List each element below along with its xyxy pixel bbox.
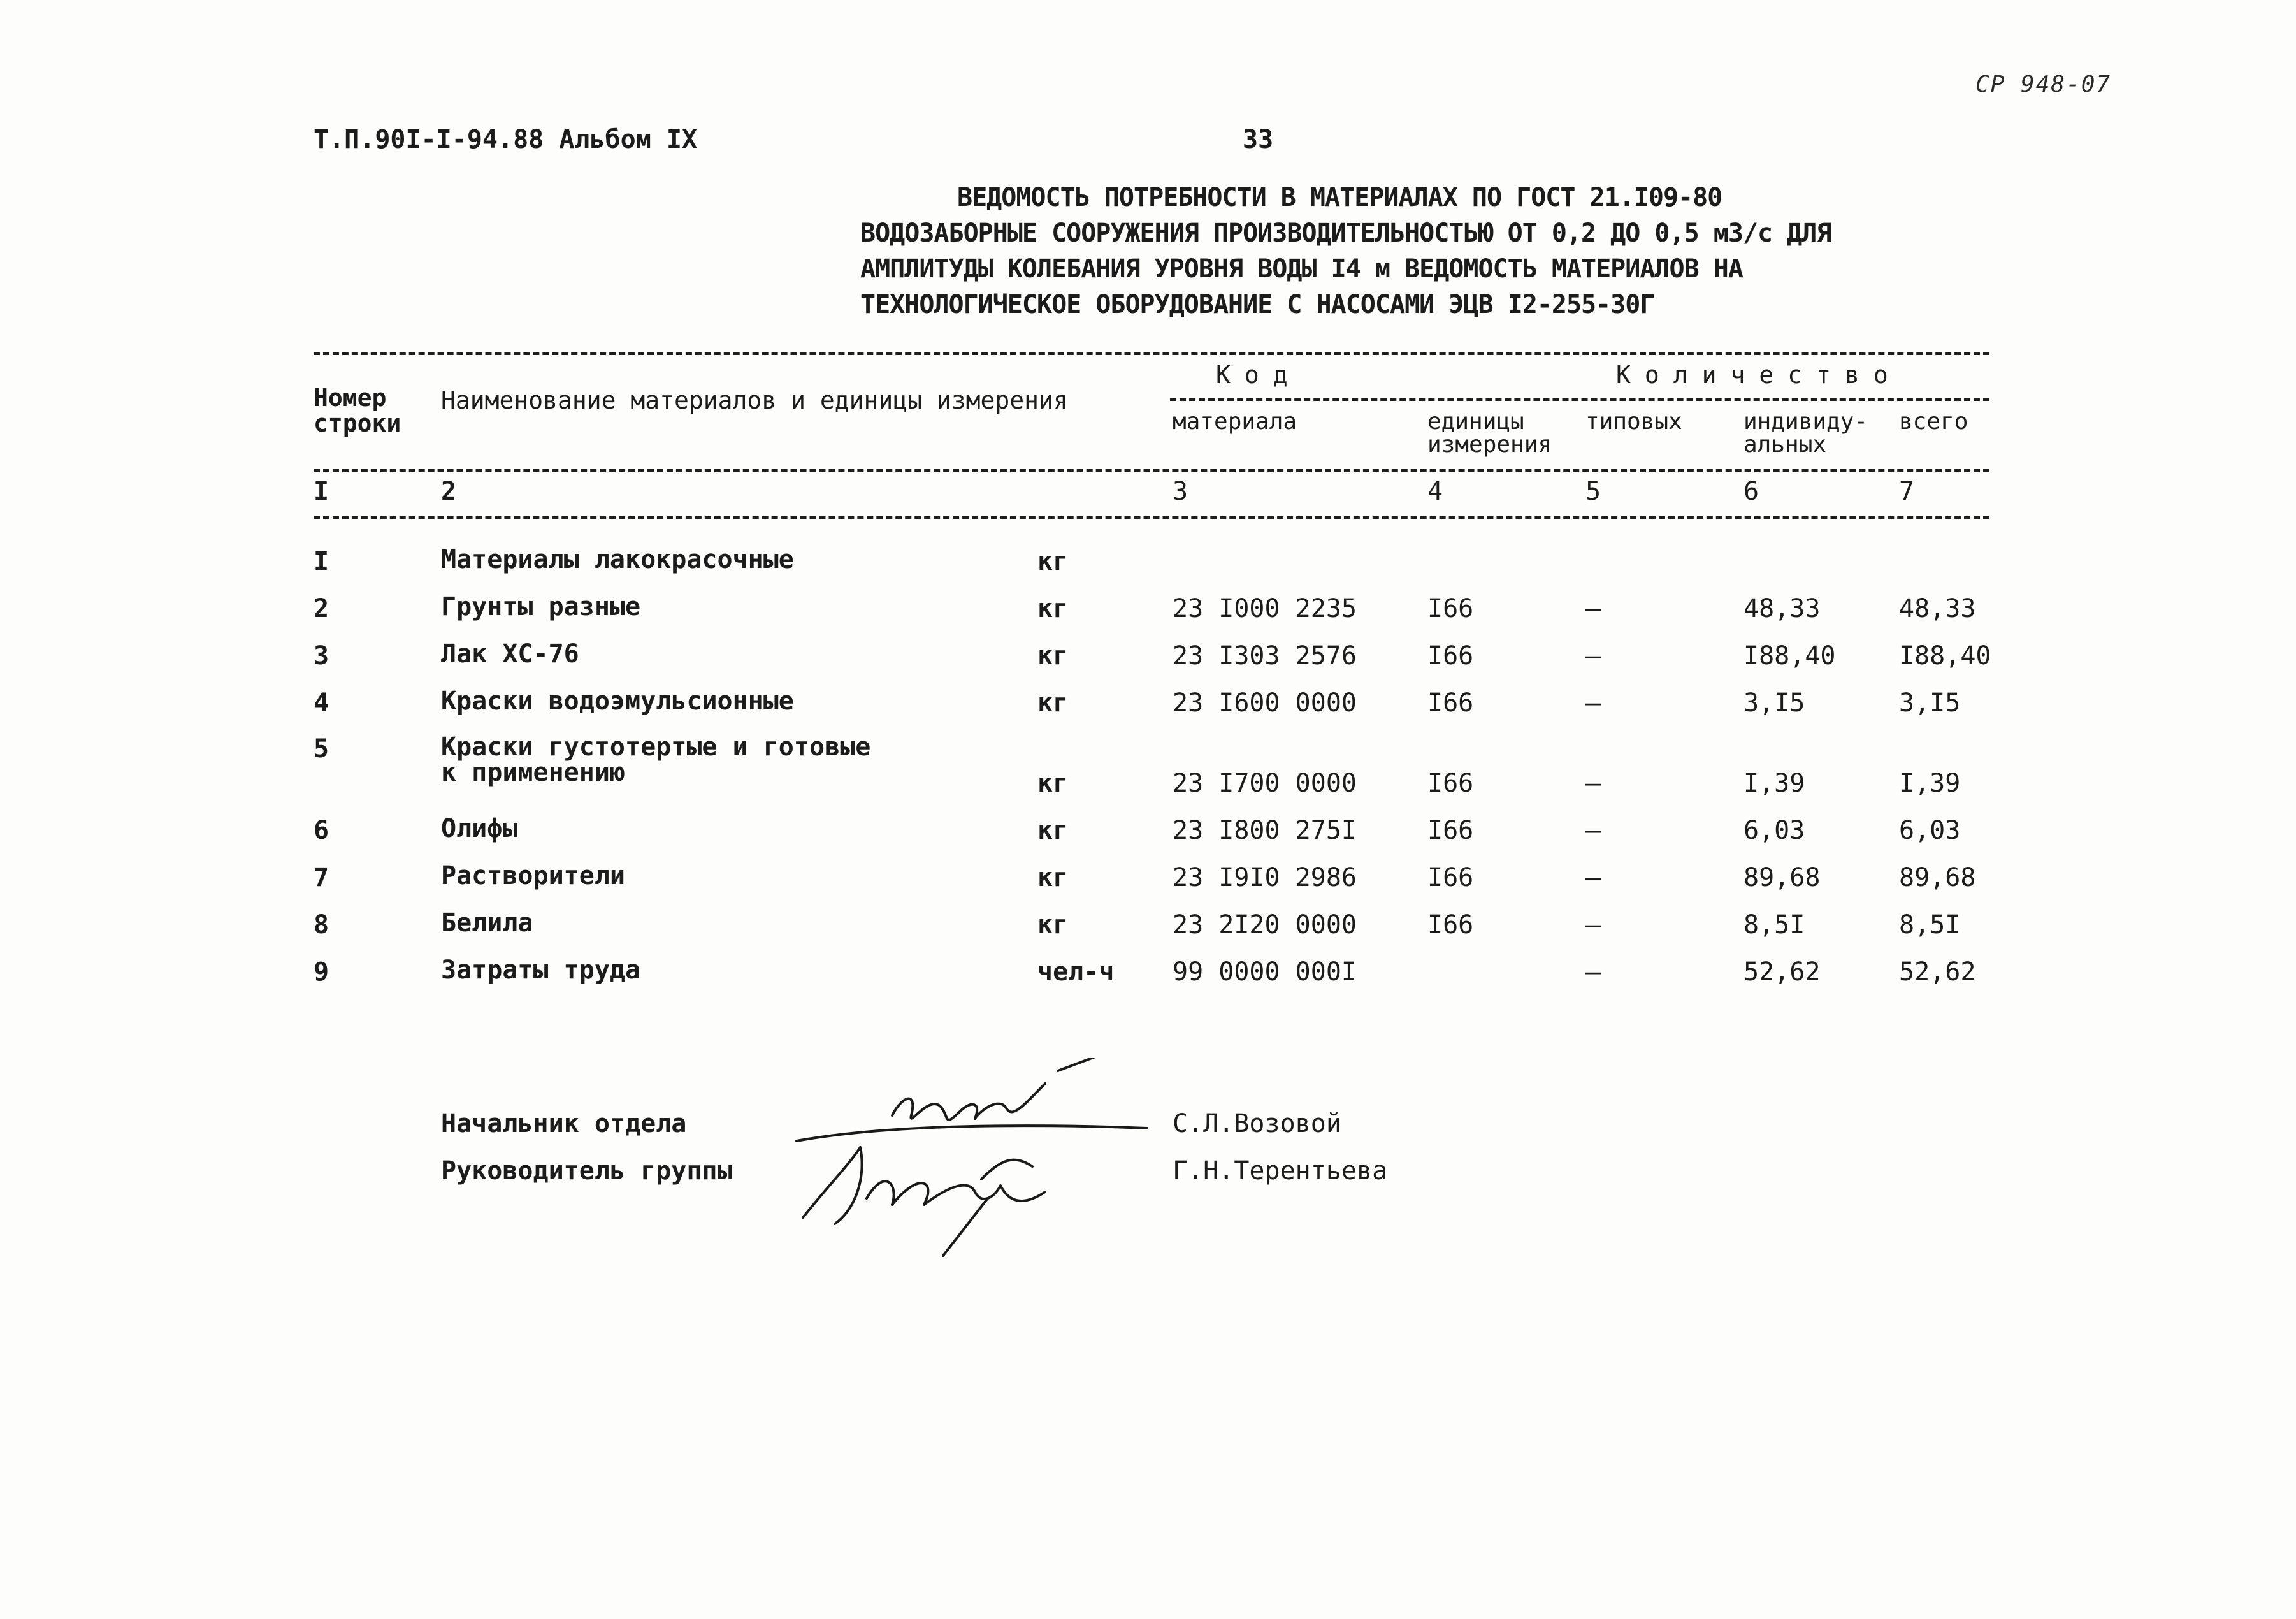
material-name: Краски водоэмульсионные — [441, 686, 794, 716]
unit-code: I66 — [1427, 816, 1474, 845]
material-code: 23 I700 0000 — [1173, 769, 1357, 798]
table-row — [0, 863, 2296, 901]
typical-quantity: – — [1585, 910, 1601, 940]
header-total: всего — [1899, 409, 1968, 435]
typical-quantity: – — [1585, 957, 1601, 987]
individual-quantity: 8,5I — [1744, 910, 1805, 940]
typical-quantity: – — [1585, 863, 1601, 892]
table-row — [0, 910, 2296, 948]
signature-role-group-leader: Руководитель группы — [441, 1156, 733, 1186]
total-quantity: 48,33 — [1899, 594, 1976, 623]
material-name: Краски густотертые и готовые — [441, 732, 871, 762]
typical-quantity: – — [1585, 641, 1601, 671]
column-number: 3 — [1173, 477, 1188, 506]
unit: кг — [1037, 816, 1069, 845]
material-name: Растворители — [441, 861, 625, 890]
header-quantity-group: Количество — [1616, 361, 1902, 389]
header-rule — [314, 469, 1989, 472]
material-code: 23 I800 275I — [1173, 816, 1357, 845]
archive-stamp: СР 948-07 — [1975, 71, 2112, 98]
material-code: 23 I9I0 2986 — [1173, 863, 1357, 892]
document-title — [860, 180, 1831, 323]
individual-quantity: I,39 — [1744, 769, 1805, 798]
signatory-name: Г.Н.Терентьева — [1173, 1156, 1388, 1186]
album-reference: Т.П.90I-I-94.88 Альбом IX — [314, 125, 698, 154]
title-line-1: ВЕДОМОСТЬ ПОТРЕБНОСТИ В МАТЕРИАЛАХ ПО ГОСТ 21.I09-80 — [957, 183, 1722, 212]
material-name: Материалы лакокрасочные — [441, 545, 794, 574]
total-quantity: 6,03 — [1899, 816, 1961, 845]
header-material-name: Наименование материалов и единицы измерения — [441, 386, 1068, 414]
unit: кг — [1037, 769, 1069, 798]
total-quantity: 52,62 — [1899, 957, 1976, 987]
material-name: Лак ХС-76 — [441, 639, 579, 669]
unit: чел-ч — [1037, 957, 1115, 987]
material-code: 99 0000 000I — [1173, 957, 1357, 987]
header-code-unit: единицы измерения — [1427, 409, 1552, 458]
table-row — [0, 816, 2296, 854]
column-number: 4 — [1427, 477, 1443, 506]
material-code: 23 I000 2235 — [1173, 594, 1357, 623]
handwritten-signature — [790, 1058, 1160, 1275]
total-quantity: 89,68 — [1899, 863, 1976, 892]
row-number: 5 — [314, 734, 329, 764]
unit: кг — [1037, 547, 1069, 576]
column-number: 6 — [1744, 477, 1759, 506]
individual-quantity: 89,68 — [1744, 863, 1821, 892]
row-number: 6 — [314, 816, 329, 845]
header-individual: индивиду- альных — [1744, 409, 1868, 458]
row-number: 4 — [314, 688, 329, 718]
material-name: Грунты разные — [441, 592, 641, 621]
row-number: I — [314, 547, 329, 576]
table-row — [0, 688, 2296, 727]
typical-quantity: – — [1585, 594, 1601, 623]
unit: кг — [1037, 910, 1069, 940]
column-number: 7 — [1899, 477, 1915, 506]
typical-quantity: – — [1585, 688, 1601, 718]
unit-code: I66 — [1427, 863, 1474, 892]
header-typical: типовых — [1585, 409, 1682, 435]
column-number: I — [314, 477, 329, 506]
title-line-3: АМПЛИТУДЫ КОЛЕБАНИЯ УРОВНЯ ВОДЫ I4 м ВЕДОМОСТЬ МАТЕРИАЛОВ НА — [860, 254, 1743, 284]
total-quantity: I88,40 — [1899, 641, 1991, 671]
title-line-4: ТЕХНОЛОГИЧЕСКОЕ ОБОРУДОВАНИЕ С НАСОСАМИ ЭЦВ I2-255-30Г — [860, 290, 1655, 319]
unit-code: I66 — [1427, 769, 1474, 798]
individual-quantity: 3,I5 — [1744, 688, 1805, 718]
material-code: 23 I600 0000 — [1173, 688, 1357, 718]
header-row-number: Номер строки — [314, 384, 401, 437]
column-numbers-rule — [314, 516, 1989, 519]
signatory-name: С.Л.Возовой — [1173, 1109, 1341, 1138]
individual-quantity: I88,40 — [1744, 641, 1836, 671]
table-row — [0, 734, 2296, 804]
table-row — [0, 547, 2296, 585]
signature-role-department-head: Начальник отдела — [441, 1109, 687, 1138]
unit: кг — [1037, 863, 1069, 892]
total-quantity: 3,I5 — [1899, 688, 1961, 718]
material-name: Затраты труда — [441, 955, 641, 985]
individual-quantity: 52,62 — [1744, 957, 1821, 987]
unit: кг — [1037, 641, 1069, 671]
column-number: 5 — [1585, 477, 1601, 506]
unit-code: I66 — [1427, 910, 1474, 940]
material-name-continued: к применению — [441, 758, 625, 787]
row-number: 8 — [314, 910, 329, 940]
material-code: 23 2I20 0000 — [1173, 910, 1357, 940]
row-number: 3 — [314, 641, 329, 671]
row-number: 2 — [314, 594, 329, 623]
total-quantity: I,39 — [1899, 769, 1961, 798]
individual-quantity: 6,03 — [1744, 816, 1805, 845]
material-name: Белила — [441, 908, 533, 938]
material-name: Олифы — [441, 814, 518, 843]
typical-quantity: – — [1585, 816, 1601, 845]
table-row — [0, 594, 2296, 632]
table-top-rule — [314, 352, 1989, 355]
header-code-material: материала — [1173, 409, 1297, 435]
title-line-2: ВОДОЗАБОРНЫЕ СООРУЖЕНИЯ ПРОИЗВОДИТЕЛЬНОСТЬЮ ОТ 0,2 ДО 0,5 м3/с ДЛЯ — [860, 219, 1831, 248]
unit: кг — [1037, 594, 1069, 623]
row-number: 9 — [314, 957, 329, 987]
typical-quantity: – — [1585, 769, 1601, 798]
material-code: 23 I303 2576 — [1173, 641, 1357, 671]
header-subrule — [1170, 398, 1989, 401]
table-row — [0, 641, 2296, 679]
total-quantity: 8,5I — [1899, 910, 1961, 940]
unit: кг — [1037, 688, 1069, 718]
unit-code: I66 — [1427, 641, 1474, 671]
page-number: 33 — [1243, 125, 1274, 154]
unit-code: I66 — [1427, 594, 1474, 623]
table-row — [0, 957, 2296, 996]
individual-quantity: 48,33 — [1744, 594, 1821, 623]
column-number: 2 — [441, 477, 457, 506]
unit-code: I66 — [1427, 688, 1474, 718]
row-number: 7 — [314, 863, 329, 892]
header-code-group: Код — [1216, 361, 1302, 389]
